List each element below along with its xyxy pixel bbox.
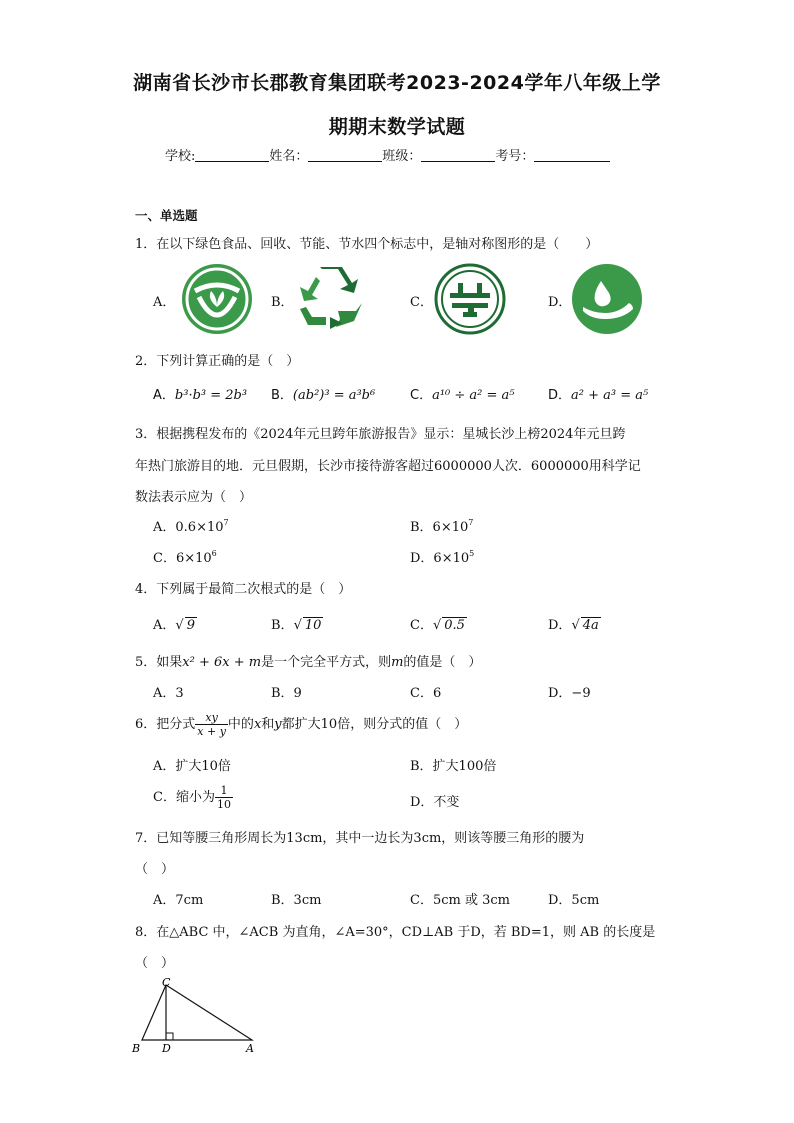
q2-option-a-expr: b³·b³ = 2b³ <box>174 388 248 403</box>
q4-option-a: A．√ 9 <box>153 618 195 633</box>
exam-no-blank[interactable] <box>534 148 610 162</box>
q1-option-d-label: D． <box>548 295 572 310</box>
q6-option-b: B．扩大100倍 <box>410 759 497 774</box>
question-7-stem-line1: 7．已知等腰三角形周长为13cm，其中一边长为3cm，则该等腰三角形的腰为 <box>135 831 585 846</box>
q5-option-b: B．9 <box>271 686 302 701</box>
school-label: 学校: <box>165 149 196 164</box>
q6-option-d: D．不变 <box>410 795 460 810</box>
q5-option-c: C．6 <box>410 686 442 701</box>
student-info-row <box>165 145 610 164</box>
class-blank[interactable] <box>421 148 495 162</box>
q3-option-d: D．$6\times 10^5$ <box>410 549 475 566</box>
q2-option-d-expr: a² + a³ = a⁵ <box>571 388 649 403</box>
q2-option-d: D．a² + a³ = a⁵ <box>548 388 649 403</box>
label-c: C <box>162 976 171 989</box>
question-3-stem-line2: 年热门旅游目的地．元旦假期，长沙市接待游客超过6000000人次．6000000用科学记 <box>135 459 641 474</box>
q2-option-b-expr: (ab²)³ = a³b⁶ <box>292 388 376 403</box>
label-a: A <box>246 1042 254 1055</box>
q2-option-b: B．(ab²)³ = a³b⁶ <box>271 388 376 403</box>
question-8-stem-line1: 8．在△ABC 中，∠ACB 为直角，∠A=30°，CD⊥AB 于D，若 BD=1，则 AB 的长度是 <box>135 925 656 940</box>
question-5-stem: 5．如果x² + 6x + m是一个完全平方式，则m的值是（ ） <box>135 655 482 670</box>
q3-option-a: A．$0.6\times 10^7$ <box>153 518 229 535</box>
exam-title-line1: 湖南省长沙市长郡教育集团联考2023-2024学年八年级上学 <box>133 72 661 94</box>
q7-option-b: B．3cm <box>271 893 322 908</box>
label-d: D <box>162 1042 171 1055</box>
q4-option-d: D．√ 4a <box>548 618 599 633</box>
triangle-diagram <box>128 975 260 1057</box>
section-heading: 一、单选题 <box>135 208 198 223</box>
q3-option-c: C．$6\times 10^6$ <box>153 549 217 566</box>
question-8-stem-line2: （ ） <box>135 956 175 971</box>
q6-option-c-fraction: $\frac{1}{10}$ <box>216 784 231 811</box>
school-blank[interactable] <box>195 148 269 162</box>
q5-option-a: A．3 <box>153 686 184 701</box>
q2-option-a: A．b³·b³ = 2b³ <box>153 388 248 403</box>
q1-option-a-label: A． <box>153 295 176 310</box>
q6-fraction: $\frac{xy}{x + y}$ <box>197 711 226 738</box>
q7-option-a: A．7cm <box>153 893 204 908</box>
triangle-abc <box>142 985 252 1040</box>
q7-option-c: C．5cm 或 3cm <box>410 893 510 908</box>
question-3-stem-line3: 数法表示应为（ ） <box>135 490 253 505</box>
q1-option-b-label: B． <box>271 295 294 310</box>
q3-option-b: B．$6\times 10^7$ <box>410 518 474 535</box>
q4-option-c: C．√ 0.5 <box>410 618 465 633</box>
question-2-stem: 2．下列计算正确的是（ ） <box>135 354 300 369</box>
name-label: 姓名： <box>269 149 309 164</box>
class-label: 班级： <box>382 149 422 164</box>
q5-option-d: D．−9 <box>548 686 591 701</box>
q7-option-d: D．5cm <box>548 893 600 908</box>
label-b: B <box>132 1042 141 1055</box>
q2-option-c-expr: a¹⁰ ÷ a² = a⁵ <box>432 388 515 403</box>
energy-saving-logo <box>434 263 506 335</box>
green-food-logo <box>181 263 253 335</box>
question-3-stem-line1: 3．根据携程发布的《2024年元旦跨年旅游报告》显示：星城长沙上榜2024年元旦跨 <box>135 427 626 442</box>
q6-option-c: C．缩小为 $\frac{1}{10}$ <box>153 784 231 811</box>
exam-title-line2: 期期末数学试题 <box>328 116 466 138</box>
question-4-stem: 4．下列属于最简二次根式的是（ ） <box>135 582 352 597</box>
right-angle-mark <box>166 1033 173 1040</box>
question-1-stem: 1．在以下绿色食品、回收、节能、节水四个标志中，是轴对称图形的是（ ） <box>135 237 599 252</box>
name-blank[interactable] <box>308 148 382 162</box>
recycle-logo <box>296 263 368 335</box>
question-7-stem-line2: （ ） <box>135 862 175 877</box>
q1-option-c-label: C． <box>410 295 433 310</box>
exam-no-label: 考号： <box>495 149 535 164</box>
q4-option-b: B．√ 10 <box>271 618 322 633</box>
water-saving-logo <box>571 263 643 335</box>
q6-option-a: A．扩大10倍 <box>153 759 231 774</box>
q2-option-c: C．a¹⁰ ÷ a² = a⁵ <box>410 388 515 403</box>
question-6-stem: 6．把分式 $\frac{xy}{x + y}$ 中的x和y都扩大10倍，则分式的值（ ） <box>135 711 468 738</box>
